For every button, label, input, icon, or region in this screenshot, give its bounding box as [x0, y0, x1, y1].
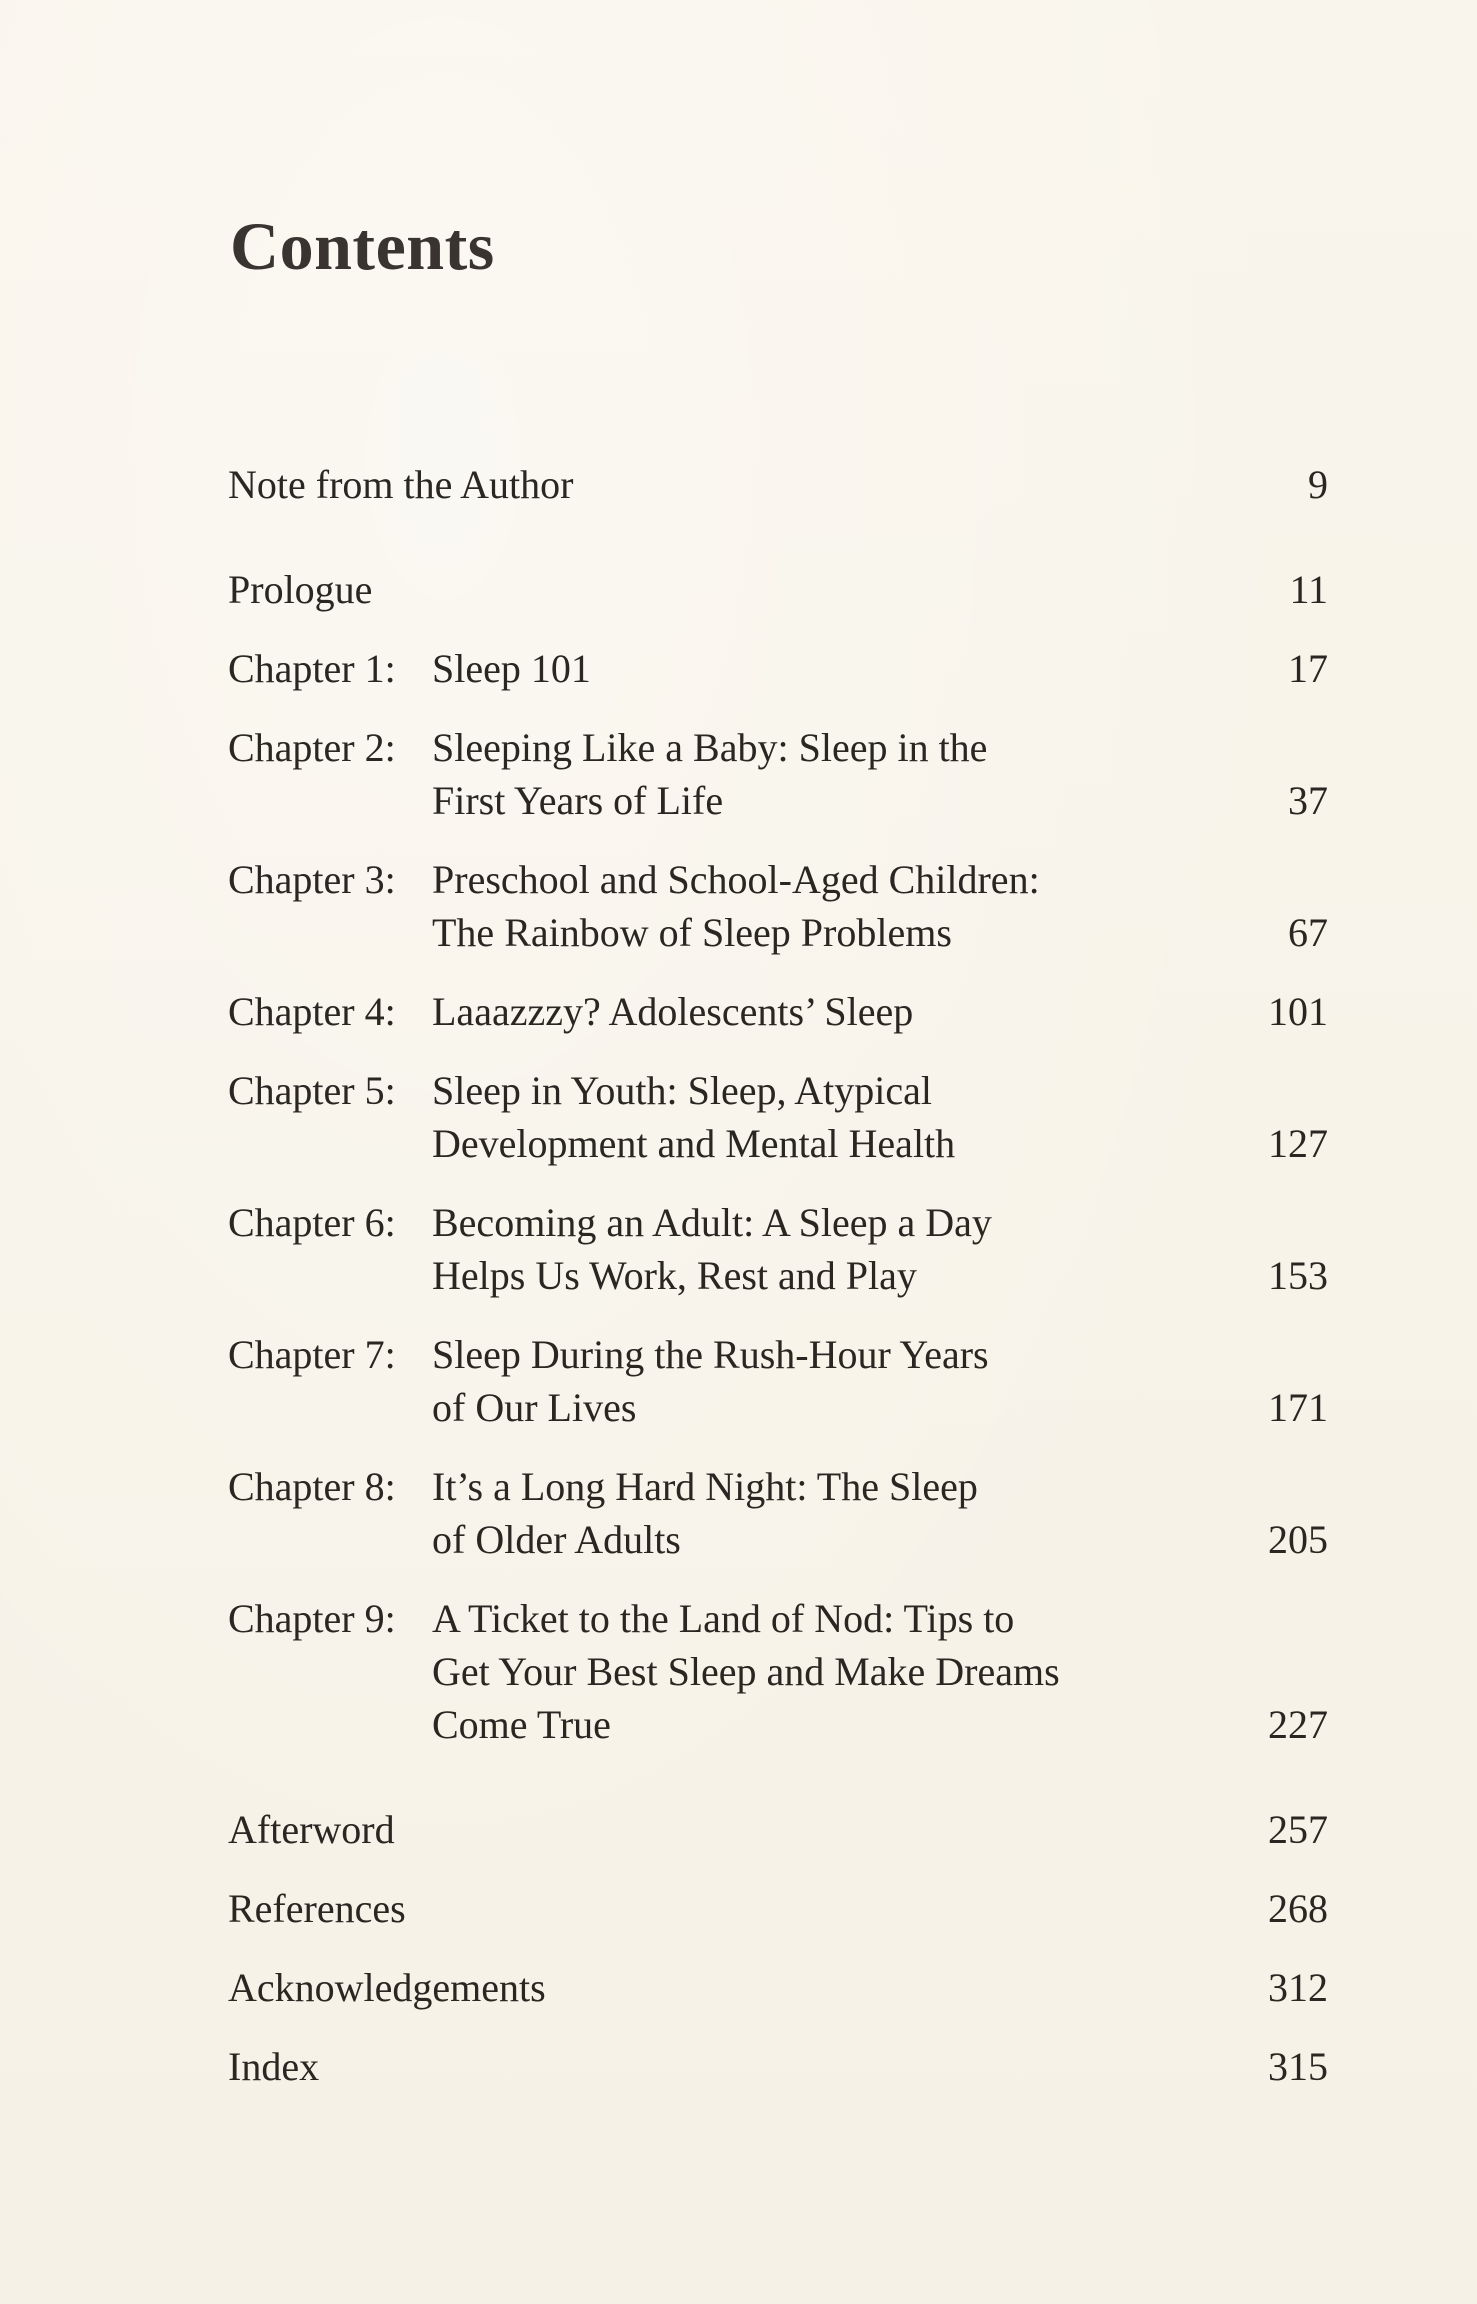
toc-entry-chapter-6[interactable] [228, 1196, 1328, 1302]
toc-page-number: 205 [1268, 1517, 1328, 1562]
toc-entry-chapter-2[interactable] [228, 721, 1328, 827]
chapter-title-line: Becoming an Adult: A Sleep a Day [432, 1200, 992, 1245]
toc-page-number: 127 [1268, 1121, 1328, 1166]
chapter-title-line: of Our Lives [432, 1385, 637, 1430]
toc-entry-title: Prologue [228, 567, 373, 612]
toc-entry-title: Afterword [228, 1807, 395, 1852]
toc-entry-title: References [228, 1886, 406, 1931]
toc-entry-references[interactable] [228, 1882, 1328, 1935]
chapter-title-line: Helps Us Work, Rest and Play [432, 1253, 917, 1298]
chapter-title-line: It’s a Long Hard Night: The Sleep [432, 1464, 978, 1509]
toc-entry-afterword[interactable] [228, 1803, 1328, 1856]
toc-page-number: 227 [1268, 1702, 1328, 1747]
toc-page-number: 268 [1268, 1886, 1328, 1931]
chapter-number: Chapter 6: [228, 1200, 396, 1245]
chapter-number: Chapter 5: [228, 1068, 396, 1113]
toc-entry-title: Index [228, 2044, 320, 2089]
toc-entry-chapter-5[interactable] [228, 1064, 1328, 1170]
chapter-number: Chapter 9: [228, 1596, 396, 1641]
toc-page-number: 153 [1268, 1253, 1328, 1298]
chapter-title-line: A Ticket to the Land of Nod: Tips to [432, 1596, 1015, 1641]
chapter-title-line: Development and Mental Health [432, 1121, 956, 1166]
toc-page-number: 315 [1268, 2044, 1328, 2089]
toc-entry-chapter-7[interactable] [228, 1328, 1328, 1434]
chapter-title-line: of Older Adults [432, 1517, 681, 1562]
chapter-title-line: Sleep in Youth: Sleep, Atypical [432, 1068, 932, 1113]
chapter-title-line: Sleep During the Rush-Hour Years [432, 1332, 989, 1377]
toc-page-number: 67 [1288, 910, 1328, 955]
page-title: Contents [230, 208, 495, 284]
chapter-title-line: First Years of Life [432, 778, 724, 823]
toc-entry-chapter-4[interactable] [228, 985, 1328, 1038]
toc-entry-chapter-8[interactable] [228, 1460, 1328, 1566]
chapter-number: Chapter 1: [228, 646, 396, 691]
chapter-title-line: Preschool and School-Aged Children: [432, 857, 1040, 902]
toc-entry-prologue[interactable] [228, 563, 1328, 616]
chapter-number: Chapter 2: [228, 725, 396, 770]
chapter-title-line: Sleep 101 [432, 646, 591, 691]
toc-page-number: 312 [1268, 1965, 1328, 2010]
chapter-title-line: Sleeping Like a Baby: Sleep in the [432, 725, 988, 770]
toc-page-number: 171 [1268, 1385, 1328, 1430]
toc-entry-acknowledgements[interactable] [228, 1961, 1328, 2014]
toc-page-number: 17 [1288, 646, 1328, 691]
chapter-title-line: Laaazzzy? Adolescents’ Sleep [432, 989, 914, 1034]
toc-page-number: 9 [1308, 462, 1328, 507]
toc-entry-chapter-1[interactable] [228, 642, 1328, 695]
chapter-title-line: Get Your Best Sleep and Make Dreams [432, 1649, 1060, 1694]
chapter-number: Chapter 3: [228, 857, 396, 902]
toc-entry-note[interactable] [228, 458, 1328, 511]
toc-entry-index[interactable] [228, 2040, 1328, 2093]
toc-entry-title: Acknowledgements [228, 1965, 546, 2010]
chapter-title-line: Come True [432, 1702, 611, 1747]
table-of-contents [228, 458, 1328, 2119]
toc-page-number: 101 [1268, 989, 1328, 1034]
chapter-number: Chapter 4: [228, 989, 396, 1034]
toc-page-number: 11 [1289, 567, 1328, 612]
chapter-number: Chapter 7: [228, 1332, 396, 1377]
chapter-title-line: The Rainbow of Sleep Problems [432, 910, 952, 955]
toc-entry-chapter-9[interactable] [228, 1592, 1328, 1751]
toc-page-number: 37 [1288, 778, 1328, 823]
toc-entry-title: Note from the Author [228, 462, 574, 507]
toc-entry-chapter-3[interactable] [228, 853, 1328, 959]
chapter-number: Chapter 8: [228, 1464, 396, 1509]
toc-page-number: 257 [1268, 1807, 1328, 1852]
